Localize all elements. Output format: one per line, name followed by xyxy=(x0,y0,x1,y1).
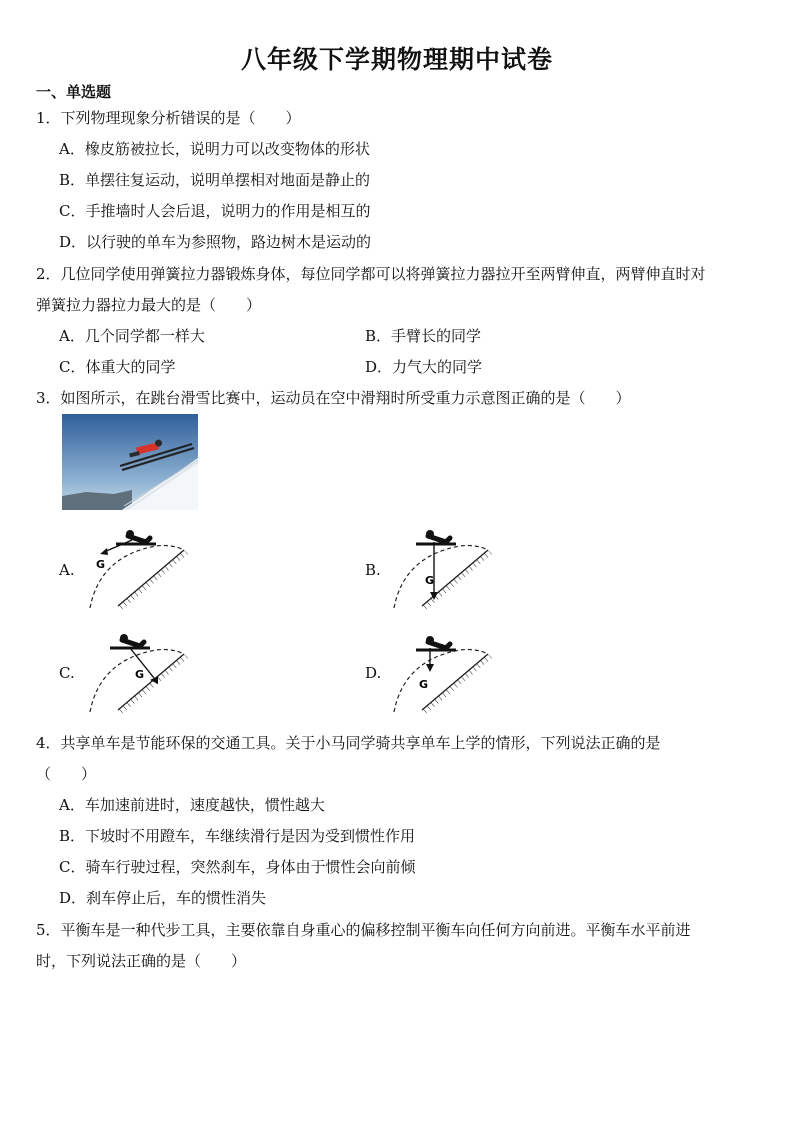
question-4-option-d[interactable]: D．刹车停止后，车的惯性消失 xyxy=(59,889,267,907)
question-4-stem-line2: （ ） xyxy=(36,765,97,783)
question-1-stem: 1．下列物理现象分析错误的是（ ） xyxy=(36,109,301,127)
question-2-option-c[interactable]: C．体重大的同学 xyxy=(59,358,176,376)
force-label-g: G xyxy=(425,574,435,587)
page-title: 八年级下学期物理期中试卷 xyxy=(240,45,553,74)
question-1-option-d[interactable]: D．以行驶的单车为参照物，路边树木是运动的 xyxy=(59,233,372,251)
question-4-stem-line1: 4．共享单车是节能环保的交通工具。关于小马同学骑共享单车上学的情形，下列说法正确的是 xyxy=(36,734,661,752)
force-label-g: G xyxy=(419,678,429,691)
option-a-diagram xyxy=(82,522,192,614)
question-3-option-c[interactable]: C. xyxy=(59,664,75,682)
option-c-diagram xyxy=(82,626,192,718)
option-d-diagram xyxy=(386,626,496,718)
section-heading: 一、单选题 xyxy=(36,83,112,101)
force-label-g: G xyxy=(135,668,145,681)
question-2-option-b[interactable]: B．手臂长的同学 xyxy=(365,327,482,345)
question-1-option-b[interactable]: B．单摆往复运动，说明单摆相对地面是静止的 xyxy=(59,171,371,189)
question-2-option-a[interactable]: A．几个同学都一样大 xyxy=(59,327,205,345)
ski-jump-photo xyxy=(62,414,198,510)
question-4-option-b[interactable]: B．下坡时不用蹬车，车继续滑行是因为受到惯性作用 xyxy=(59,827,416,845)
question-2-option-d[interactable]: D．力气大的同学 xyxy=(365,358,483,376)
option-b-diagram xyxy=(386,522,496,614)
question-5-stem-line1: 5．平衡车是一种代步工具，主要依靠自身重心的偏移控制平衡车向任何方向前进。平衡车水平前进 xyxy=(36,921,691,939)
question-3-option-b[interactable]: B. xyxy=(365,561,381,579)
question-1-option-a[interactable]: A．橡皮筋被拉长，说明力可以改变物体的形状 xyxy=(59,140,370,158)
question-2-stem-line1: 2．几位同学使用弹簧拉力器锻炼身体，每位同学都可以将弹簧拉力器拉开至两臂伸直，两臂伸直时对 xyxy=(36,265,706,283)
question-4-option-c[interactable]: C．骑车行驶过程，突然刹车，身体由于惯性会向前倾 xyxy=(59,858,416,876)
question-3-option-d[interactable]: D. xyxy=(365,664,382,682)
question-2-stem-line2: 弹簧拉力器拉力最大的是（ ） xyxy=(36,296,262,314)
question-1-option-c[interactable]: C．手推墙时人会后退，说明力的作用是相互的 xyxy=(59,202,371,220)
question-3-option-a[interactable]: A. xyxy=(59,561,75,579)
force-label-g: G xyxy=(96,558,106,571)
question-3-stem: 3．如图所示，在跳台滑雪比赛中，运动员在空中滑翔时所受重力示意图正确的是（ ） xyxy=(36,389,631,407)
question-4-option-a[interactable]: A．车加速前进时，速度越快，惯性越大 xyxy=(59,796,325,814)
question-5-stem-line2: 时，下列说法正确的是（ ） xyxy=(36,952,247,970)
